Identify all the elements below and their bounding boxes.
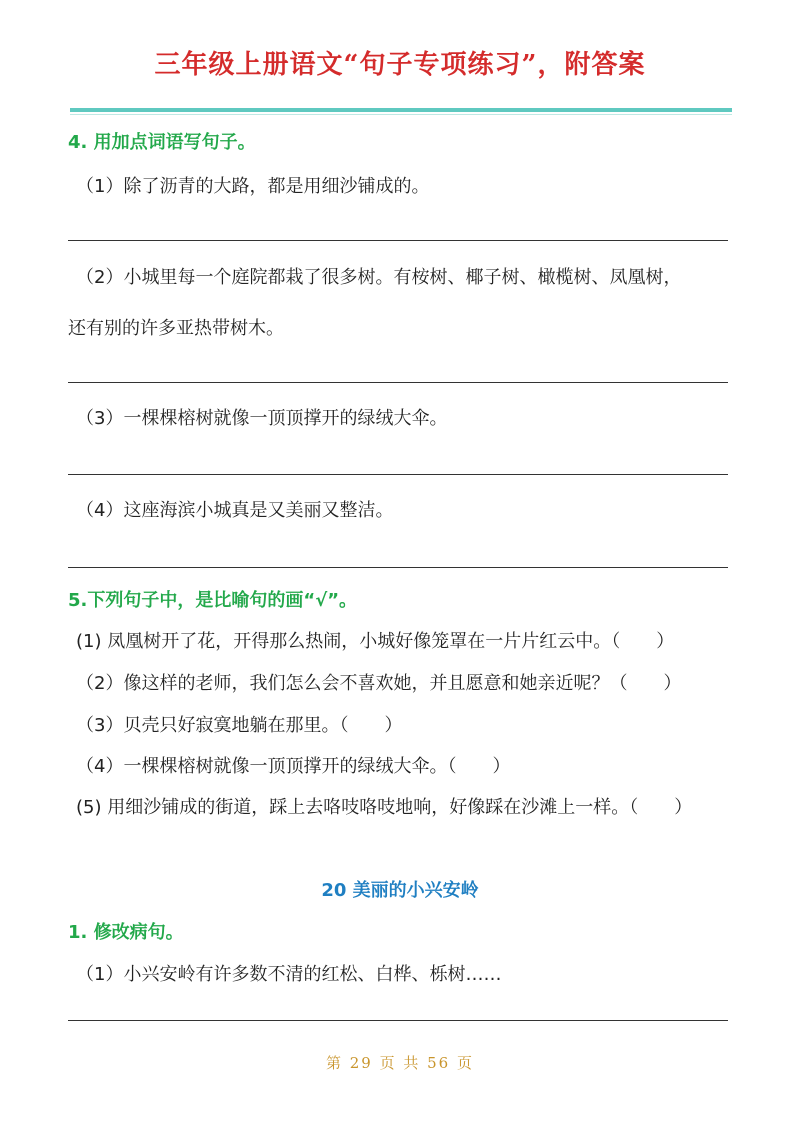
section-1-heading: 1. 修改病句。 xyxy=(68,922,184,943)
section-1-item-1: （1）小兴安岭有许多数不清的红松、白桦、栎树…… xyxy=(76,964,502,985)
header-divider xyxy=(70,108,732,112)
chapter-title: 20 美丽的小兴安岭 xyxy=(321,880,479,901)
section-4-item-2-cont: 还有别的许多亚热带树木。 xyxy=(68,318,284,339)
answer-line-4[interactable] xyxy=(68,567,728,568)
section-5-item-2: （2）像这样的老师，我们怎么会不喜欢她，并且愿意和她亲近呢？（ ） xyxy=(76,673,682,694)
section-5-item-3: （3）贝壳只好寂寞地躺在那里。（ ） xyxy=(76,715,403,736)
section-5-item-1: (1) 凤凰树开了花，开得那么热闹，小城好像笼罩在一片片红云中。（ ） xyxy=(76,631,675,652)
section-4-item-2: （2）小城里每一个庭院都栽了很多树。有桉树、椰子树、橄榄树、凤凰树， xyxy=(76,267,682,288)
section-4-item-3: （3）一棵棵榕树就像一顶顶撑开的绿绒大伞。 xyxy=(76,408,448,429)
page-title: 三年级上册语文“句子专项练习”，附答案 xyxy=(154,50,646,80)
answer-line-2[interactable] xyxy=(68,382,728,383)
answer-line-5[interactable] xyxy=(68,1020,728,1021)
header-divider-shadow xyxy=(70,114,732,115)
answer-line-3[interactable] xyxy=(68,474,728,475)
answer-line-1[interactable] xyxy=(68,240,728,241)
section-5-item-4: （4）一棵棵榕树就像一顶顶撑开的绿绒大伞。（ ） xyxy=(76,756,511,777)
section-5-heading: 5.下列句子中，是比喻句的画“√”。 xyxy=(68,590,358,611)
section-4-heading: 4. 用加点词语写句子。 xyxy=(68,132,256,153)
page-number: 第 29 页 共 56 页 xyxy=(325,1054,474,1072)
section-4-item-1: （1）除了沥青的大路，都是用细沙铺成的。 xyxy=(76,176,430,197)
section-5-item-5: (5) 用细沙铺成的街道，踩上去咯吱咯吱地响，好像踩在沙滩上一样。（ ） xyxy=(76,797,693,818)
section-4-item-4: （4）这座海滨小城真是又美丽又整洁。 xyxy=(76,500,394,521)
